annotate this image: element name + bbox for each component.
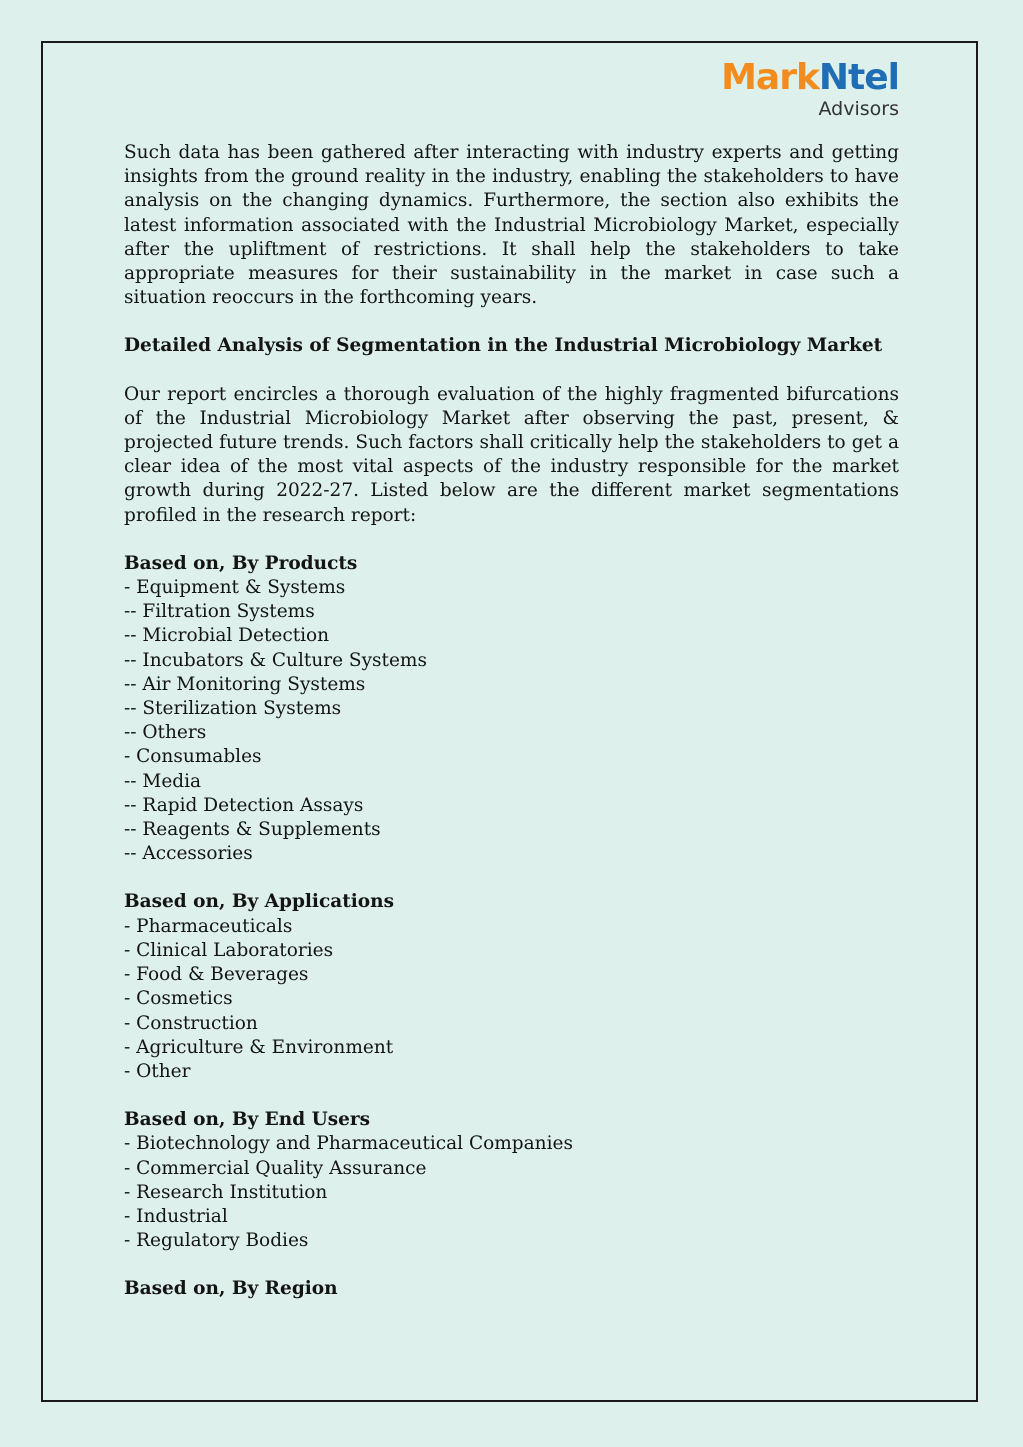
applications-heading: Based on, By Applications: [124, 891, 394, 913]
list-item: -- Air Monitoring Systems: [124, 673, 366, 695]
list-item: - Research Institution: [124, 1181, 328, 1203]
list-item: -- Sterilization Systems: [124, 698, 342, 720]
list-item: - Construction: [124, 1012, 258, 1034]
marknlogo: [715, 58, 905, 122]
section-heading: Detailed Analysis of Segmentation in the Industrial Microbiology Market: [124, 335, 883, 357]
list-item: - Cosmetics: [124, 988, 233, 1010]
list-item: -- Filtration Systems: [124, 601, 315, 623]
list-item: - Food & Beverages: [124, 964, 309, 986]
list-item: - Pharmaceuticals: [124, 915, 293, 937]
list-item: -- Reagents & Supplements: [124, 819, 381, 841]
list-item: - Other: [124, 1060, 191, 1082]
logo-word-mark: Mark: [721, 57, 819, 98]
list-item: -- Incubators & Culture Systems: [124, 649, 427, 671]
list-item: - Industrial: [124, 1205, 228, 1227]
list-item: - Consumables: [124, 746, 262, 768]
list-item: -- Accessories: [124, 843, 253, 865]
products-heading: Based on, By Products: [124, 552, 358, 574]
list-item: -- Others: [124, 722, 207, 744]
region-heading: Based on, By Region: [124, 1278, 338, 1300]
logo-word-ntel: Ntel: [818, 57, 899, 98]
products-list: [124, 576, 899, 866]
list-item: - Regulatory Bodies: [124, 1230, 309, 1252]
logo-subtitle: Advisors: [818, 98, 899, 120]
list-item: -- Rapid Detection Assays: [124, 794, 364, 816]
list-item: - Equipment & Systems: [124, 577, 346, 599]
intro-paragraph: Such data has been gathered after interacting with industry experts and getting insights from the ground reality in the industry, enabling the stakeholders to have analysis on the changing dynamics. Furthermore, the section also exhibits the latest information associated with the Industrial Microbiology Market, especially after the upliftment of restrictions. It shall help the stakeholders to take appropriate measures for their sustainability in the market in case such a situation reoccurs in the forthcoming years.: [124, 142, 899, 309]
list-item: - Biotechnology and Pharmaceutical Companies: [124, 1133, 573, 1155]
end-users-heading: Based on, By End Users: [124, 1109, 371, 1131]
logo-wordmark: [721, 58, 899, 98]
list-item: -- Media: [124, 770, 202, 792]
applications-list: [124, 915, 899, 1084]
list-item: -- Microbial Detection: [124, 625, 330, 647]
end-users-list: [124, 1132, 899, 1253]
list-item: - Commercial Quality Assurance: [124, 1157, 427, 1179]
document-body: [124, 141, 899, 1302]
list-item: - Clinical Laboratories: [124, 939, 334, 961]
list-item: - Agriculture & Environment: [124, 1036, 394, 1058]
report-paragraph: Our report encircles a thorough evaluation of the highly fragmented bifurcations of the Industrial Microbiology Market after observing the past, present, & projected future trends. Such factors shall critically help the stakeholders to get a clear idea of the most vital aspects of the industry responsible for the market growth during 2022-27. Listed below are the different market segmentations profiled in the research report:: [124, 383, 899, 526]
